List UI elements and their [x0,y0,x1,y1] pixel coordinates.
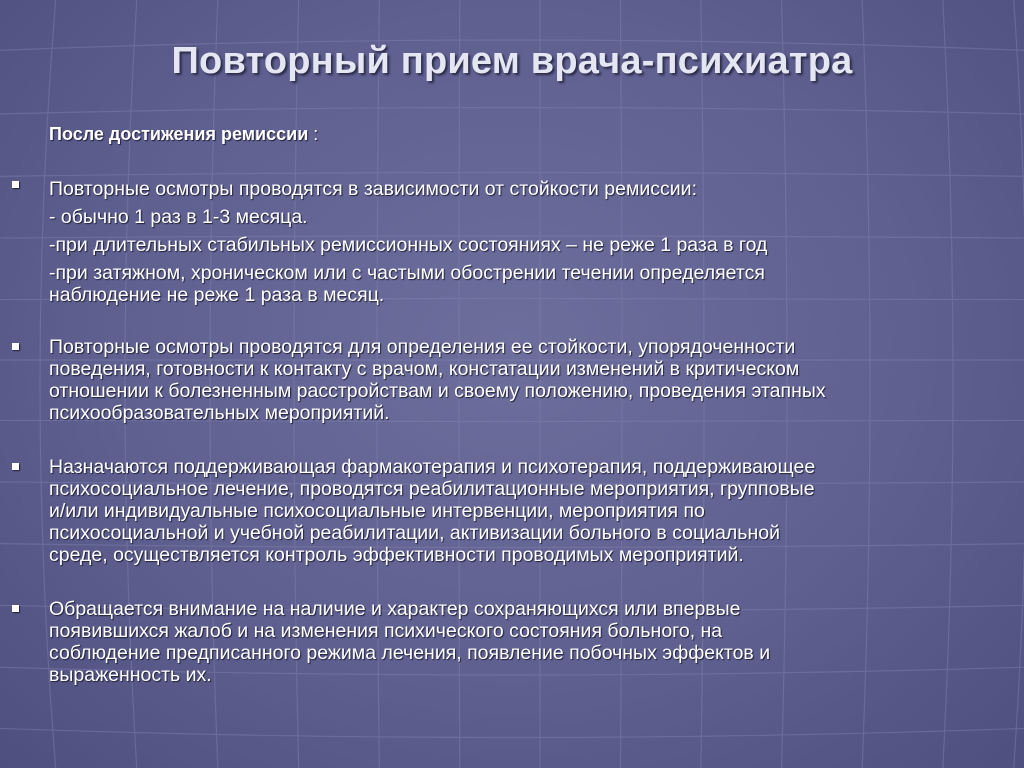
bullet-1-sub-3a: -при затяжном, хроническом или с частыми обострении течении определяется [49,262,765,284]
bullet-2-line-3: отношении к болезненным расстройствам и своему положению, проведения этапных [49,380,826,402]
bullet-1-sub-2: -при длительных стабильных ремиссионных состояниях – не реже 1 раза в год [49,234,768,256]
bullet-1 [12,181,19,188]
bullet-item-2 [49,336,979,424]
slide-title: Повторный прием врача-психиатра [171,40,853,82]
subtitle-label: После достижения ремиссии [49,124,309,144]
bullet-1-sub-3b: наблюдение не реже 1 раза в месяц. [49,284,385,306]
bullet-item-3 [49,456,979,566]
bullet-1-lead: Повторные осмотры проводятся в зависимости от стойкости ремиссии: [49,178,697,200]
bullet-4-line-4: выраженность их. [49,664,212,686]
bullet-3-line-5: среде, осуществляется контроль эффективности проводимых мероприятий. [49,544,744,566]
bullet-4-line-1: Обращается внимание на наличие и характер сохраняющихся или впервые [49,598,741,620]
bullet-3-line-2: психосоциальное лечение, проводятся реабилитационные мероприятия, групповые [49,478,815,500]
bullet-3 [12,463,19,470]
bullet-3-line-4: психосоциальной и учебной реабилитации, активизации больного в социальной [49,522,780,544]
bullet-item-1 [49,178,979,306]
bullet-2-line-1: Повторные осмотры проводятся для определения ее стойкости, упорядоченности [49,336,796,358]
bullet-4-line-3: соблюдение предписанного режима лечения, появление побочных эффектов и [49,642,771,664]
subtitle [49,123,318,145]
bullet-item-4 [49,598,979,686]
bullet-2 [12,343,19,350]
bullet-4 [12,605,19,612]
bullet-3-line-3: и/или индивидуальные психосоциальные интервенции, мероприятия по [49,500,705,522]
bullet-2-line-4: психообразовательных мероприятий. [49,402,390,424]
subtitle-colon: : [313,124,319,144]
bullet-3-line-1: Назначаются поддерживающая фармакотерапия и психотерапия, поддерживающее [49,456,816,478]
bullet-1-sub-1: - обычно 1 раз в 1-3 месяца. [49,206,308,228]
bullet-2-line-2: поведения, готовности к контакту с врачом, констатации изменений в критическом [49,358,800,380]
bullet-4-line-2: появившихся жалоб и на изменения психического состояния больного, на [49,620,723,642]
